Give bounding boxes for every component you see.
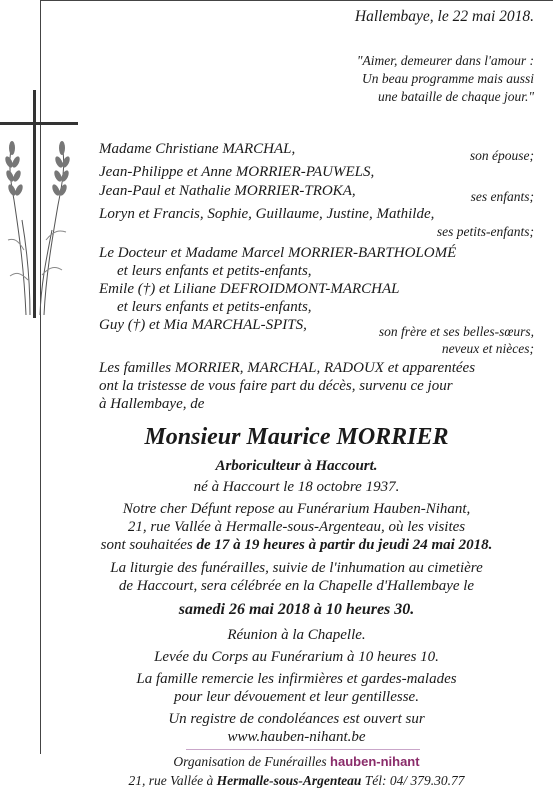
- frame-top-border: [40, 0, 553, 1]
- thanks-line-2: pour leur dévouement et leur gentillesse.: [174, 689, 419, 705]
- repose-line-1: Notre cher Défunt repose au Funérarium Hauben-Nihant,: [122, 501, 471, 517]
- footer-divider: [186, 749, 420, 750]
- body-lift-info: Levée du Corps au Funérarium à 10 heures 10.: [154, 649, 439, 665]
- footer-org-prefix: Organisation de Funérailles: [173, 754, 331, 769]
- grandchildren-names: Loryn et Francis, Sophie, Guillaume, Justine, Mathilde,: [99, 206, 435, 222]
- quote-line-3: une bataille de chaque jour.": [377, 89, 534, 104]
- visits-prefix: sont souhaitées: [100, 537, 197, 553]
- place-date: Hallembaye, le 22 mai 2018.: [354, 8, 534, 25]
- child-line-1: Jean-Philippe et Anne MORRIER-PAUWELS,: [99, 164, 375, 180]
- sibling-line-3: Emile (†) et Liliane DEFROIDMONT-MARCHAL: [99, 281, 400, 297]
- ceremony-date: samedi 26 mai 2018 à 10 heures 30.: [178, 601, 415, 618]
- footer-organisation: [40, 753, 553, 771]
- thanks-line-1: La famille remercie les infirmières et gardes-malades: [136, 671, 457, 687]
- deceased-birth: né à Haccourt le 18 octobre 1937.: [193, 479, 400, 495]
- spouse-name: Madame Christiane MARCHAL,: [99, 141, 296, 157]
- sibling-line-2: et leurs enfants et petits-enfants,: [117, 263, 312, 279]
- quote-line-1: "Aimer, demeurer dans l'amour :: [356, 53, 534, 68]
- repose-line-2: 21, rue Vallée à Hermalle-sous-Argenteau, où les visites: [127, 519, 466, 535]
- register-link[interactable]: www.hauben-nihant.be: [227, 729, 366, 745]
- sibling-line-4: et leurs enfants et petits-enfants,: [117, 299, 312, 315]
- sibling-line-5: Guy (†) et Mia MARCHAL-SPITS,: [99, 317, 307, 333]
- deceased-profession: Arboriculteur à Haccourt.: [215, 458, 378, 474]
- visits-hours: de 17 à 19 heures à partir du jeudi 24 mai 2018.: [196, 537, 493, 553]
- child-line-2: Jean-Paul et Nathalie MORRIER-TROKA,: [99, 183, 356, 199]
- meeting-info: Réunion à la Chapelle.: [227, 627, 366, 643]
- footer-phone: Tél: 04/ 379.30.77: [361, 773, 465, 788]
- grandchildren-role: ses petits-enfants;: [436, 224, 534, 239]
- footer-address: [40, 772, 553, 790]
- siblings-role-2: neveux et nièces;: [441, 341, 534, 356]
- siblings-role-1: son frère et ses belles-sœurs,: [378, 324, 534, 339]
- visits-line: [40, 536, 553, 554]
- children-role: ses enfants;: [470, 189, 534, 204]
- register-line-1: Un registre de condoléances est ouvert sur: [168, 711, 425, 727]
- sibling-line-1: Le Docteur et Madame Marcel MORRIER-BARTHOLOMÉ: [99, 245, 457, 261]
- liturgy-line-2: de Haccourt, sera célébrée en la Chapelle d'Hallembaye le: [118, 578, 475, 594]
- liturgy-line-1: La liturgie des funérailles, suivie de l'inhumation au cimetière: [110, 560, 483, 576]
- families-line-2: ont la tristesse de vous faire part du décès, survenu ce jour: [99, 378, 453, 394]
- quote-line-2: Un beau programme mais aussi: [362, 71, 534, 86]
- families-line-3: à Hallembaye, de: [99, 396, 205, 412]
- cross-with-wheat-icon: [0, 90, 78, 320]
- footer-address-prefix: 21, rue Vallée à: [128, 773, 217, 788]
- spouse-role: son épouse;: [469, 148, 534, 163]
- deceased-name: Monsieur Maurice MORRIER: [144, 424, 449, 450]
- families-line-1: Les familles MORRIER, MARCHAL, RADOUX et apparentées: [99, 360, 476, 376]
- footer-address-town: Hermalle-sous-Argenteau: [216, 773, 362, 788]
- hauben-nihant-logo: hauben-nihant: [330, 754, 420, 769]
